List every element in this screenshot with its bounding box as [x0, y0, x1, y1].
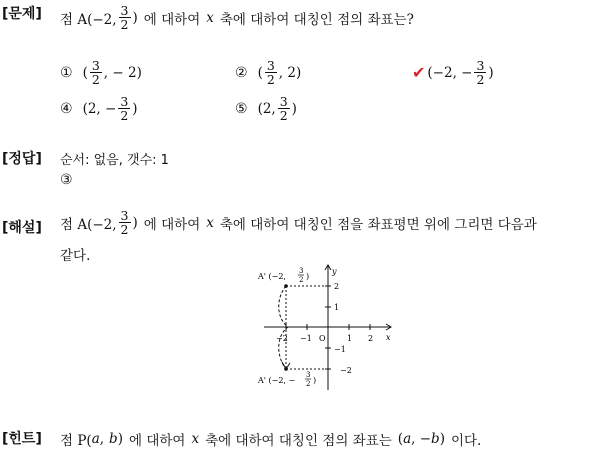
choice-rest: , − 2): [103, 64, 142, 81]
x-tick-label: 1: [347, 334, 353, 343]
hint-var-b: b: [109, 431, 118, 447]
choice-fraction: [474, 59, 486, 86]
answer-tag: [정답]: [2, 151, 42, 167]
x-tick-label: O: [319, 334, 326, 343]
question-middle: 에 대하여: [143, 11, 201, 28]
hint-middle-2: 축에 대하여 대칭인 점의 좌표는: [205, 433, 392, 449]
question-suffix: 축에 대하여 대칭인 점의 좌표는?: [219, 11, 414, 28]
explanation-text: [60, 209, 537, 236]
hint-result-open: (: [397, 431, 404, 447]
point-a-label-numerator: 3: [299, 267, 304, 275]
problem-question: [60, 4, 414, 31]
choice-fraction: [118, 95, 130, 122]
point-a-label: A' (−2,: [258, 272, 286, 281]
y-tick-label: −2: [340, 366, 352, 375]
choice-open: (−2, −: [427, 64, 473, 81]
explanation-middle: 에 대하여: [143, 216, 201, 233]
choice-number: ④: [60, 100, 73, 117]
choice-fraction: [90, 59, 102, 86]
answer-choice: ③: [60, 172, 73, 188]
fraction-denominator: 2: [120, 108, 129, 124]
point-b-label: A' (−2, −: [258, 376, 296, 385]
point-b-label-denominator: 2: [306, 380, 311, 388]
hint-prefix: 점 P(: [60, 433, 92, 449]
choice-number: ②: [235, 64, 248, 81]
answer-order-count: 순서: 없음, 갯수: 1: [60, 153, 169, 168]
y-tick-label: 2: [334, 282, 340, 291]
hint-var-a: a: [91, 431, 100, 447]
choice-open: (2,: [257, 100, 276, 117]
point-b-label-numerator: 3: [306, 371, 311, 379]
explanation-tag: [해설]: [2, 220, 42, 236]
hint-tag: [힌트]: [2, 431, 42, 447]
fraction-numerator: 3: [120, 208, 129, 223]
choice-1[interactable]: [60, 59, 142, 86]
explanation-suffix: 축에 대하여 대칭인 점을 좌표평면 위에 그리면 다음과: [219, 216, 537, 233]
hint-result-a: a: [403, 431, 412, 447]
question-close-paren: ): [132, 9, 138, 26]
fraction-numerator: 3: [120, 94, 129, 109]
y-tick-label: 1: [334, 303, 340, 312]
choice-3-selected[interactable]: [412, 59, 494, 86]
x-tick-label: 2: [368, 334, 374, 343]
x-tick-label: −1: [300, 334, 312, 343]
choice-rest: ): [488, 64, 494, 81]
point-b-label-close: ): [313, 376, 317, 385]
choice-number: ①: [60, 64, 73, 81]
point-a-label-close: ): [306, 272, 310, 281]
hint-result-b: b: [431, 431, 440, 447]
fraction-numerator: 3: [266, 58, 275, 73]
fraction-numerator: 3: [120, 3, 129, 18]
x-tick-label: −2: [276, 334, 288, 343]
point-a-reflected: [284, 367, 288, 371]
y-axis-label: y: [332, 267, 337, 276]
y-tick-label: −1: [334, 345, 346, 354]
point-a: [284, 284, 288, 288]
choice-open: (: [82, 64, 88, 81]
fraction-denominator: 2: [120, 222, 129, 238]
coordinate-graph: [250, 262, 400, 394]
choice-open: (2, −: [82, 100, 117, 117]
check-mark-icon: ✔: [412, 63, 426, 83]
explanation-fraction: [119, 209, 131, 236]
fraction-denominator: 2: [476, 72, 485, 88]
fraction-denominator: 2: [266, 72, 275, 88]
hint-result-mid: , −: [411, 431, 432, 447]
choice-open: (: [257, 64, 263, 81]
fraction-numerator: 3: [279, 94, 288, 109]
choice-number: ⑤: [235, 100, 248, 117]
question-variable: x: [206, 9, 214, 26]
question-fraction: [119, 4, 131, 31]
choice-rest: ): [132, 100, 138, 117]
point-a-label-denominator: 2: [299, 276, 304, 284]
fraction-numerator: 3: [476, 58, 485, 73]
explanation-prefix: 점 A(−2,: [60, 216, 117, 233]
question-prefix: 점 A(−2,: [60, 11, 117, 28]
hint-comma: ,: [99, 431, 105, 447]
x-axis-label: x: [386, 333, 391, 342]
fraction-numerator: 3: [91, 58, 100, 73]
hint-end: 이다.: [450, 433, 482, 449]
fraction-denominator: 2: [279, 108, 288, 124]
fraction-denominator: 2: [91, 72, 100, 88]
explanation-line2: 같다.: [60, 248, 91, 264]
choice-5[interactable]: [235, 95, 297, 122]
explanation-variable: x: [206, 214, 214, 231]
hint-middle: 에 대하여: [128, 433, 186, 449]
explanation-close-paren: ): [132, 214, 138, 231]
choice-rest: ): [291, 100, 297, 117]
problem-tag: [문제]: [2, 6, 42, 22]
choice-rest: , 2): [278, 64, 302, 81]
choice-2[interactable]: [235, 59, 301, 86]
hint-text: [60, 429, 481, 449]
hint-result-close: ): [439, 431, 445, 447]
choice-fraction: [278, 95, 290, 122]
choice-fraction: [265, 59, 277, 86]
hint-close: ): [117, 431, 123, 447]
hint-var-x: x: [191, 431, 200, 447]
choice-4[interactable]: [60, 95, 138, 122]
fraction-denominator: 2: [120, 17, 129, 33]
